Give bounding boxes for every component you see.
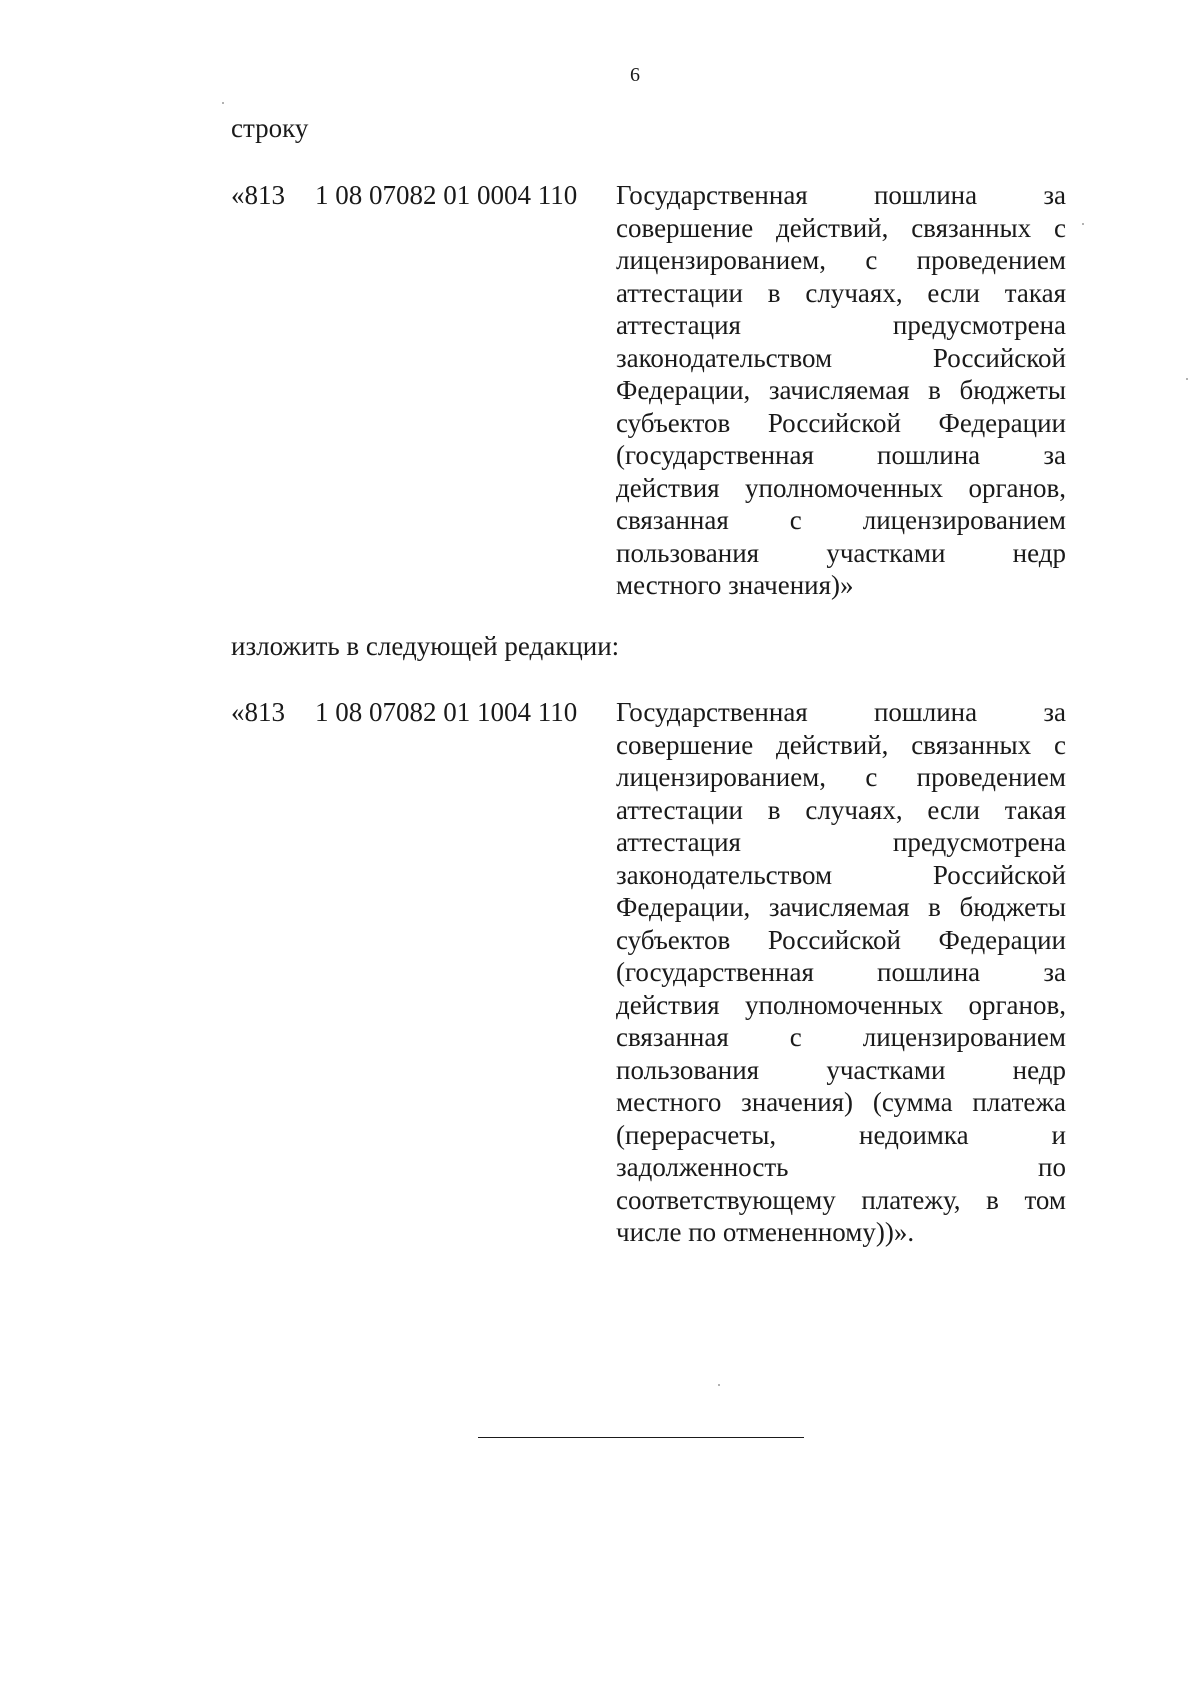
new-admin-code: «813	[231, 697, 285, 727]
new-description-line: аттестация предусмотрена	[616, 827, 1066, 857]
scan-speck	[1186, 378, 1188, 380]
new-description-line: действия уполномоченных органов,	[616, 989, 1066, 1020]
old-description-line: законодательством Российской	[616, 342, 1066, 373]
closing-rule	[478, 1437, 804, 1438]
new-description-line: связанная с лицензированием	[616, 1022, 1066, 1052]
old-description-line: пользования участками недр	[616, 537, 1066, 568]
new-description-line: (государственная пошлина за	[616, 957, 1066, 987]
new-description-line: местного значения) (сумма платежа	[616, 1087, 1066, 1117]
new-budget-classification-code: 1 08 07082 01 1004 110	[315, 697, 578, 727]
new-description-line: субъектов Российской Федерации	[616, 924, 1066, 955]
old-description-line: действия уполномоченных органов,	[616, 472, 1066, 503]
new-description-line: законодательством Российской	[616, 859, 1066, 890]
old-description-line: Государственная пошлина за	[616, 180, 1066, 210]
old-description-line: местного значения)»	[616, 570, 854, 600]
old-description	[616, 179, 1066, 602]
old-description-line: (государственная пошлина за	[616, 440, 1066, 470]
new-description-line: аттестации в случаях, если такая	[616, 794, 1066, 825]
scan-speck	[718, 1384, 720, 1386]
new-description-line: пользования участками недр	[616, 1054, 1066, 1085]
new-description-line: Федерации, зачисляемая в бюджеты	[616, 892, 1066, 922]
new-description-line: Государственная пошлина за	[616, 697, 1066, 727]
old-description-line: Федерации, зачисляемая в бюджеты	[616, 375, 1066, 405]
old-budget-classification-code: 1 08 07082 01 0004 110	[315, 180, 578, 210]
new-description-line: числе по отмененному))».	[616, 1217, 915, 1247]
old-description-line: лицензированием, с проведением	[616, 245, 1066, 275]
page-number: 6	[630, 64, 640, 86]
new-description-line: задолженность по	[616, 1152, 1066, 1182]
scan-speck	[1082, 223, 1084, 225]
new-description-line: совершение действий, связанных с	[616, 729, 1066, 760]
new-description	[616, 696, 1066, 1249]
old-description-line: аттестации в случаях, если такая	[616, 277, 1066, 308]
new-description-line: лицензированием, с проведением	[616, 762, 1066, 792]
old-description-line: совершение действий, связанных с	[616, 212, 1066, 243]
new-description-line: (перерасчеты, недоимка и	[616, 1119, 1066, 1150]
transition-paragraph: изложить в следующей редакции:	[231, 631, 620, 661]
new-description-line: соответствующему платежу, в том	[616, 1184, 1066, 1215]
old-admin-code: «813	[231, 180, 285, 210]
intro-paragraph: строку	[231, 113, 309, 143]
scan-speck	[222, 102, 224, 104]
old-description-line: субъектов Российской Федерации	[616, 407, 1066, 438]
old-description-line: аттестация предусмотрена	[616, 310, 1066, 340]
old-description-line: связанная с лицензированием	[616, 505, 1066, 535]
